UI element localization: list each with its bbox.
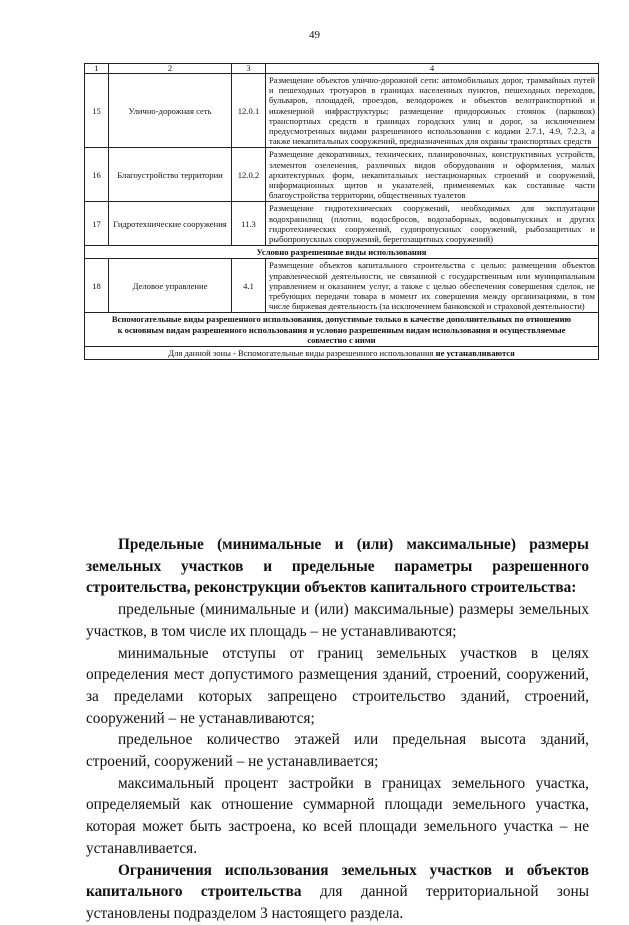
table-header-row: [85, 64, 599, 74]
header-cell: 2: [109, 64, 232, 74]
header-cell: 3: [232, 64, 266, 74]
row-number: 17: [85, 202, 109, 246]
use-type-code: 11.3: [232, 202, 266, 246]
restrictions-rest: для данной территориальной зоны установлены подразделом 3 настоящего раздела.: [86, 883, 589, 922]
paragraph: предельные (минимальные и (или) максимальные) размеры земельных участков, в том числе их площадь – не устанавливаются;: [86, 601, 589, 640]
use-type-name: Благоустройство территории: [109, 148, 232, 202]
use-type-description: Размещение объектов улично-дорожной сети: автомобильных дорог, трамвайных путей и пешеходных тротуаров в границах населенных пунктов, пешеходных переходов, бульваров, площадей, проездов, велодорожек и объектов велотранспортной и инженерной инфраструктуры; размещение придорожных стоянок (парковок) транспортных средств в границах городских улиц и дорог, за исключением предусмотренных видами разрешенного использования с кодами 2.7.1, 4.9, 7.2.3, а также некапитальных сооружений, предназначенных для охраны транспортных средств: [266, 74, 599, 148]
section-heading-row: [85, 313, 599, 347]
use-type-code: 4.1: [232, 259, 266, 313]
section-conditional-heading: Условно разрешенные виды использования: [85, 246, 599, 259]
paragraph: максимальный процент застройки в границах земельного участка, определяемый как отношение суммарной площади земельного участка, которая может быть застроена, ко всей площади земельного участка – не устанавливается.: [86, 774, 589, 857]
paragraph: предельное количество этажей или предельная высота зданий, строений, сооружений – не устанавливается;: [86, 731, 589, 771]
restrictions-paragraph: [86, 860, 589, 925]
footer-note: [85, 347, 599, 360]
use-type-description: Размещение декоративных, технических, планировочных, конструктивных устройств, элементов озеленения, различных видов оборудования и оформления, малых архитектурных форм, некапитальных нестационарных строений и сооружений, информационных щитов и указателей, применяемых как составные части благоустройства территории, общественных туалетов: [266, 148, 599, 202]
section-auxiliary-heading: Вспомогательные виды разрешенного использования, допустимые только в качестве дополнительных по отношению к основным видам разрешенного использования и условно разрешенным видам использования и осуществляемые совместно с ними: [85, 313, 599, 347]
header-cell: 1: [85, 64, 109, 74]
table-row: [85, 202, 599, 246]
footer-note-prefix: Для данной зоны - Вспомогательные виды разрешенного использования: [168, 348, 436, 359]
paragraph: минимальные отступы от границ земельных участков в целях определения мест допустимого размещения зданий, строений, сооружений, за пределами которых запрещено строительство зданий, строений, сооружений – не устанавливаются;: [86, 644, 589, 727]
header-cell: 4: [266, 64, 599, 74]
use-type-description: Размещение гидротехнических сооружений, необходимых для эксплуатации водохранилищ (плотин, водосбросов, водозаборных, водовыпускных и других гидротехнических сооружений, судопропускных сооружений, рыбозащитных и рыбопропускных сооружений, берегозащитных сооружений): [266, 202, 599, 246]
table-row: [85, 259, 599, 313]
table-row: [85, 74, 599, 148]
restrictions-bold: Ограничения использования земельных участков и объектов капитального строительства: [86, 861, 589, 901]
footer-note-bold: не устанавливаются: [435, 348, 515, 359]
table-row: [85, 148, 599, 202]
body-text: [86, 534, 589, 925]
use-type-code: 12.0.1: [232, 74, 266, 148]
section-heading: Предельные (минимальные и (или) максимальные) размеры земельных участков и предельные параметры разрешенного строительства, реконструкции объектов капитального строительства:: [86, 536, 589, 597]
row-number: 18: [85, 259, 109, 313]
land-use-table: [84, 63, 599, 360]
use-type-name: Улично-дорожная сеть: [109, 74, 232, 148]
use-type-code: 12.0.2: [232, 148, 266, 202]
page-number: 49: [309, 29, 320, 41]
use-type-description: Размещение объектов капитального строительства с целью: размещения объектов управленческой деятельности, не связанной с государственным или муниципальным управлением и оказанием услуг, а также с целью обеспечения совершения сделок, не требующих передачи товара в момент их совершения между организациями, в том числе биржевая деятельность (за исключением банковской и страховой деятельности): [266, 259, 599, 313]
footer-note-row: [85, 347, 599, 360]
section-heading-row: [85, 246, 599, 259]
row-number: 16: [85, 148, 109, 202]
use-type-name: Деловое управление: [109, 259, 232, 313]
use-type-name: Гидротехнические сооружения: [109, 202, 232, 246]
row-number: 15: [85, 74, 109, 148]
